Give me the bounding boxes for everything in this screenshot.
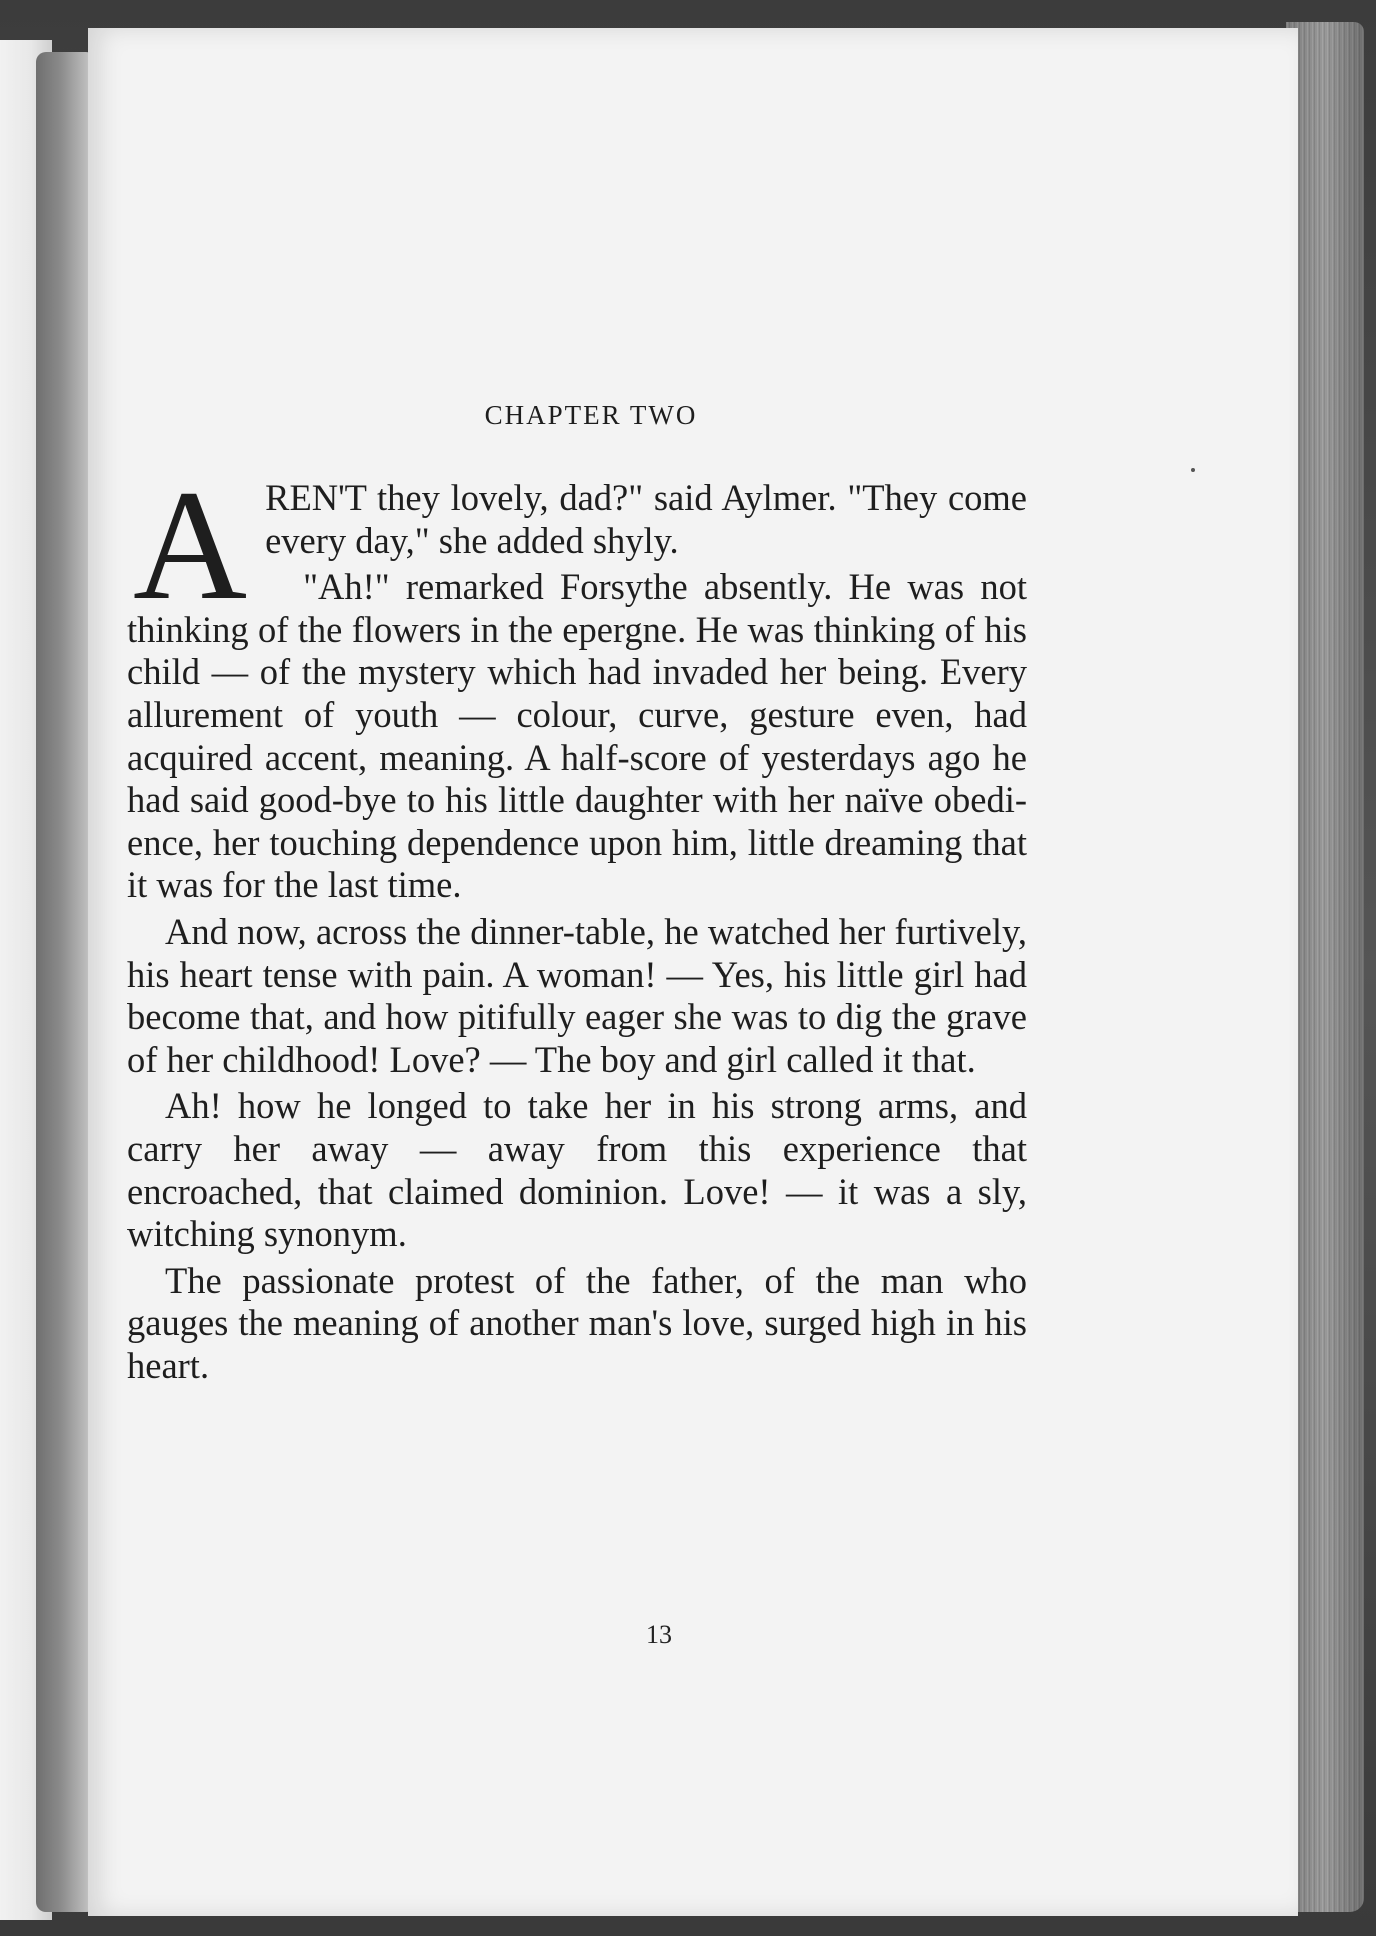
chapter-heading: CHAPTER TWO [484, 400, 698, 430]
opening-paragraph [127, 458, 1027, 633]
paragraph: And now, across the dinner-table, he watched her furtively, his heart tense with pain. A woman! — Yes, his little girl had become that, and how pitifully eager she was to dig the grave of her childhood! Love? — The boy and girl called it that. [127, 910, 1027, 1080]
opening-paragraph-text: REN'T they lovely, dad?" said Aylmer. "They come every day," she added shyly. [265, 477, 1027, 561]
chapter-text [127, 400, 1027, 1391]
drop-cap: A [133, 458, 248, 633]
page-speck [1191, 468, 1195, 472]
paragraph: "Ah!" remarked Forsythe absently. He was not thinking of the flowers in the epergne. He was thinking of his child — of the mystery which had invaded her being. Every allurement of youth — colour, curve, gesture even, had acquired accent, meaning. A half-score of yesterdays ago he had said good-bye to his little daughter with her naïve obedience, her touching dependence upon him, little dreaming that it was for the last time. [127, 566, 1027, 906]
page-number: 13 [646, 1620, 672, 1649]
paragraph: The passionate protest of the father, of the man who gauges the meaning of another man's love, surged high in his heart. [127, 1259, 1027, 1386]
paragraph: Ah! how he longed to take her in his strong arms, and carry her away — away from this experience that encroached, that claimed dominion. Love! — it was a sly, witching synonym. [127, 1085, 1027, 1255]
